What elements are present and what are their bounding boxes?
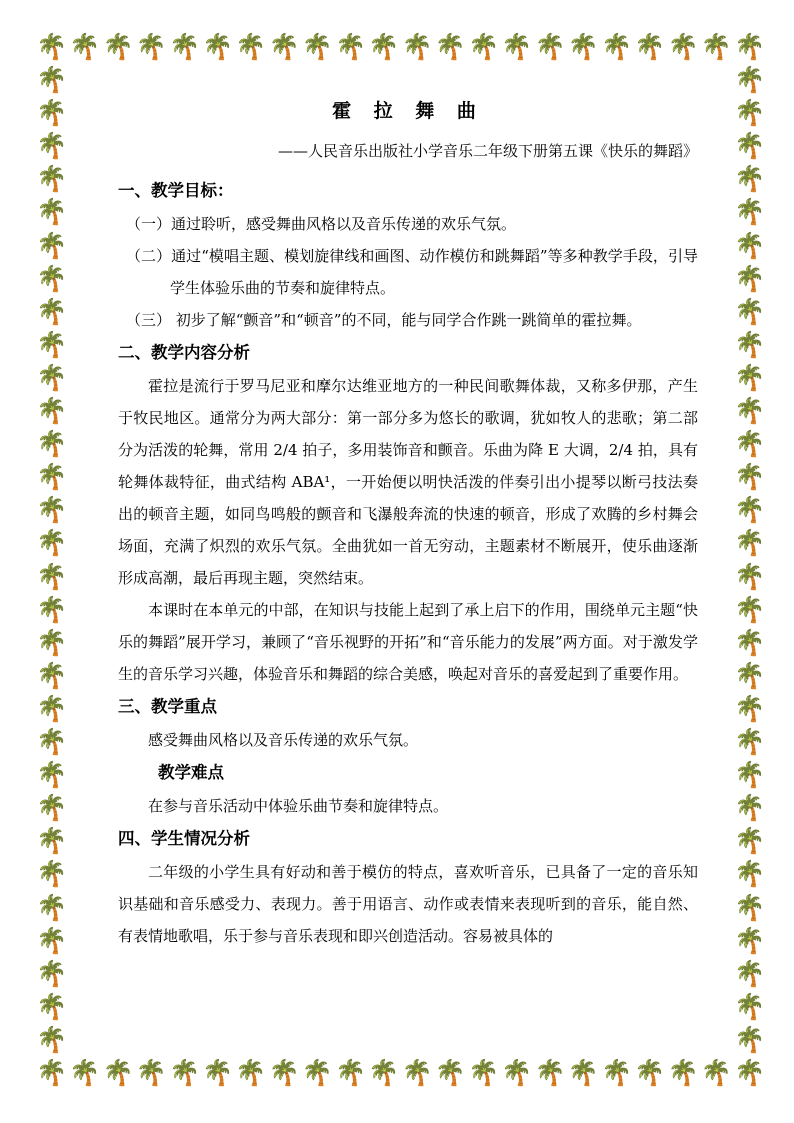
palm-tree-icon: 🌴 bbox=[36, 396, 68, 426]
palm-tree-icon: 🌴 bbox=[36, 826, 68, 856]
palm-tree-icon: 🌴 bbox=[667, 1058, 699, 1087]
palm-tree-icon: 🌴 bbox=[501, 1058, 533, 1087]
palm-tree-icon: 🌴 bbox=[567, 32, 599, 61]
palm-tree-icon: 🌴 bbox=[135, 32, 167, 61]
goal-item-1: （一）通过聆听，感受舞曲风格以及音乐传递的欢乐气氛。 bbox=[126, 215, 517, 233]
students-paragraph: 二年级的小学生具有好动和善于模仿的特点，喜欢听音乐，已具备了一定的音乐知识基础和音乐感受力、表现力。善于用语言、动作或表情来表现听到的音乐，能自然、有表情地歌唱，乐于参与音乐表现和即兴创造活动。容易被具体的 bbox=[118, 863, 698, 945]
palm-tree-icon: 🌴 bbox=[434, 32, 466, 61]
palm-tree-icon: 🌴 bbox=[734, 131, 766, 161]
palm-tree-icon: 🌴 bbox=[36, 131, 68, 161]
palm-tree-icon: 🌴 bbox=[36, 892, 68, 922]
palm-tree-icon: 🌴 bbox=[368, 1058, 400, 1087]
palm-tree-icon: 🌴 bbox=[301, 32, 334, 61]
palm-tree-icon: 🌴 bbox=[36, 230, 68, 260]
palm-tree-icon: 🌴 bbox=[734, 561, 766, 591]
palm-tree-icon: 🌴 bbox=[734, 627, 766, 657]
palm-tree-icon: 🌴 bbox=[69, 32, 101, 61]
palm-tree-icon: 🌴 bbox=[36, 1024, 68, 1054]
section-heading-goals: 一、教学目标： bbox=[118, 181, 234, 200]
palm-tree-icon: 🌴 bbox=[734, 958, 766, 988]
page-title: 霍 拉 舞 曲 bbox=[332, 100, 484, 122]
palm-tree-icon: 🌴 bbox=[734, 65, 766, 95]
palm-tree-icon: 🌴 bbox=[368, 32, 400, 61]
palm-tree-icon: 🌴 bbox=[36, 495, 68, 525]
difficulty-text: 在参与音乐活动中体验乐曲节奏和旋律特点。 bbox=[148, 797, 449, 815]
palm-tree-icon: 🌴 bbox=[734, 329, 766, 359]
content-paragraph-2: 本课时在本单元的中部，在知识与技能上起到了承上启下的作用，围绕单元主题“快乐的舞蹈”展开学习，兼顾了“音乐视野的开拓”和“音乐能力的发展”两方面。对于激发学生的音乐学习兴趣，体验音乐和舞蹈的综合美感，唤起对音乐的喜爱起到了重要作用。 bbox=[118, 601, 698, 683]
palm-tree-icon: 🌴 bbox=[235, 32, 267, 61]
palm-tree-icon: 🌴 bbox=[36, 793, 68, 823]
palm-tree-icon: 🌴 bbox=[36, 98, 68, 128]
palm-tree-icon: 🌴 bbox=[734, 230, 766, 260]
palm-tree-icon: 🌴 bbox=[102, 32, 134, 61]
palm-tree-icon: 🌴 bbox=[734, 528, 766, 558]
palm-tree-icon: 🌴 bbox=[36, 693, 68, 723]
palm-tree-icon: 🌴 bbox=[534, 32, 566, 61]
palm-tree-icon: 🌴 bbox=[36, 362, 68, 392]
content-paragraph-1: 霍拉是流行于罗马尼亚和摩尔达维亚地方的一种民间歌舞体裁，又称多伊那，产生于牧民地区。通常分为两大部分：第一部分多为悠长的歌调，犹如牧人的悲歌；第二部分为活泼的轮舞，常用 2/4 拍子，多用装饰音和颤音。乐曲为降 E 大调，2/4 拍，具有轮舞体裁特征，曲式结构 ABA¹，一开始便以明快活泼的伴奏引出小提琴以断弓技法奏出的顿音主题，如同鸟鸣般的颤音和飞瀑般奔流的快速的顿音，形成了欢腾的乡村舞会场面，充满了炽烈的欢乐气氛。全曲犹如一首无穷动，主题素材不断展开，使乐曲逐渐形成高潮，最后再现主题，突然结束。 bbox=[118, 377, 698, 587]
palm-tree-icon: 🌴 bbox=[202, 1058, 234, 1087]
palm-tree-icon: 🌴 bbox=[734, 396, 766, 426]
palm-tree-icon: 🌴 bbox=[36, 594, 68, 624]
palm-tree-icon: 🌴 bbox=[36, 197, 68, 227]
palm-tree-icon: 🌴 bbox=[734, 727, 766, 757]
palm-tree-icon: 🌴 bbox=[734, 462, 766, 492]
palm-tree-icon: 🌴 bbox=[401, 32, 433, 61]
goal-item-3: （三） 初步了解“颤音”和“顿音”的不同，能与同学合作跳一跳简单的霍拉舞。 bbox=[126, 311, 642, 329]
palm-tree-icon: 🌴 bbox=[36, 627, 68, 657]
palm-tree-icon: 🌴 bbox=[468, 32, 500, 61]
section-heading-key-points: 三、教学重点 bbox=[118, 697, 217, 716]
palm-tree-icon: 🌴 bbox=[734, 693, 766, 723]
palm-tree-icon: 🌴 bbox=[734, 991, 766, 1021]
palm-tree-icon: 🌴 bbox=[734, 263, 766, 293]
palm-tree-icon: 🌴 bbox=[36, 727, 68, 757]
palm-tree-icon: 🌴 bbox=[36, 1058, 68, 1087]
palm-tree-icon: 🌴 bbox=[667, 32, 699, 61]
key-point-text: 感受舞曲风格以及音乐传递的欢乐气氛。 bbox=[148, 731, 419, 749]
palm-tree-icon: 🌴 bbox=[734, 925, 766, 955]
palm-tree-icon: 🌴 bbox=[734, 495, 766, 525]
palm-tree-icon: 🌴 bbox=[601, 1058, 633, 1087]
palm-tree-icon: 🌴 bbox=[36, 561, 68, 591]
palm-tree-icon: 🌴 bbox=[534, 1058, 566, 1087]
palm-tree-icon: 🌴 bbox=[734, 32, 766, 61]
goal-item-2: （二）通过“模唱主题、模划旋律线和画图、动作模仿和跳舞蹈”等多种教学手段，引导学生体验乐曲的节奏和旋律特点。 bbox=[126, 247, 698, 297]
palm-tree-icon: 🌴 bbox=[135, 1058, 167, 1087]
palm-tree-icon: 🌴 bbox=[235, 1058, 267, 1087]
palm-tree-icon: 🌴 bbox=[36, 760, 68, 790]
palm-tree-icon: 🌴 bbox=[700, 1058, 732, 1087]
palm-tree-icon: 🌴 bbox=[335, 32, 367, 61]
palm-tree-icon: 🌴 bbox=[36, 263, 68, 293]
palm-tree-icon: 🌴 bbox=[168, 1058, 201, 1087]
palm-tree-icon: 🌴 bbox=[734, 859, 766, 889]
palm-tree-icon: 🌴 bbox=[734, 197, 766, 227]
palm-tree-icon: 🌴 bbox=[102, 1058, 134, 1087]
palm-tree-icon: 🌴 bbox=[734, 296, 766, 326]
palm-tree-icon: 🌴 bbox=[734, 594, 766, 624]
palm-tree-icon: 🌴 bbox=[36, 65, 68, 95]
palm-tree-icon: 🌴 bbox=[734, 429, 766, 459]
palm-tree-icon: 🌴 bbox=[734, 793, 766, 823]
palm-tree-icon: 🌴 bbox=[567, 1058, 599, 1087]
palm-tree-icon: 🌴 bbox=[36, 329, 68, 359]
palm-tree-icon: 🌴 bbox=[734, 1058, 766, 1087]
page-subtitle: ——人民音乐出版社小学音乐二年级下册第五课《快乐的舞蹈》 bbox=[277, 142, 698, 160]
palm-tree-icon: 🌴 bbox=[634, 32, 666, 61]
document-body bbox=[118, 98, 698, 952]
palm-tree-icon: 🌴 bbox=[36, 296, 68, 326]
palm-tree-icon: 🌴 bbox=[601, 32, 633, 61]
palm-tree-icon: 🌴 bbox=[734, 660, 766, 690]
palm-tree-icon: 🌴 bbox=[734, 362, 766, 392]
palm-tree-icon: 🌴 bbox=[434, 1058, 466, 1087]
palm-tree-icon: 🌴 bbox=[734, 1024, 766, 1054]
palm-tree-icon: 🌴 bbox=[335, 1058, 367, 1087]
palm-tree-icon: 🌴 bbox=[700, 32, 732, 61]
palm-tree-icon: 🌴 bbox=[36, 429, 68, 459]
palm-tree-icon: 🌴 bbox=[36, 528, 68, 558]
palm-tree-icon: 🌴 bbox=[36, 32, 68, 61]
palm-tree-icon: 🌴 bbox=[36, 925, 68, 955]
palm-tree-icon: 🌴 bbox=[501, 32, 533, 61]
palm-tree-icon: 🌴 bbox=[36, 660, 68, 690]
palm-tree-icon: 🌴 bbox=[36, 462, 68, 492]
palm-tree-icon: 🌴 bbox=[268, 32, 300, 61]
palm-tree-icon: 🌴 bbox=[301, 1058, 334, 1087]
palm-tree-icon: 🌴 bbox=[734, 892, 766, 922]
palm-tree-icon: 🌴 bbox=[634, 1058, 666, 1087]
palm-tree-icon: 🌴 bbox=[468, 1058, 500, 1087]
palm-tree-icon: 🌴 bbox=[734, 826, 766, 856]
palm-tree-icon: 🌴 bbox=[36, 991, 68, 1021]
palm-tree-icon: 🌴 bbox=[168, 32, 201, 61]
palm-tree-icon: 🌴 bbox=[36, 859, 68, 889]
palm-tree-icon: 🌴 bbox=[202, 32, 234, 61]
palm-tree-icon: 🌴 bbox=[401, 1058, 433, 1087]
difficulty-heading: 教学难点 bbox=[158, 763, 224, 782]
section-heading-content-analysis: 二、教学内容分析 bbox=[118, 343, 250, 362]
section-heading-students: 四、学生情况分析 bbox=[118, 829, 250, 848]
palm-tree-icon: 🌴 bbox=[268, 1058, 300, 1087]
palm-tree-icon: 🌴 bbox=[734, 164, 766, 194]
palm-tree-icon: 🌴 bbox=[734, 98, 766, 128]
palm-tree-icon: 🌴 bbox=[36, 164, 68, 194]
palm-tree-icon: 🌴 bbox=[36, 958, 68, 988]
palm-tree-icon: 🌴 bbox=[69, 1058, 101, 1087]
palm-tree-icon: 🌴 bbox=[734, 760, 766, 790]
